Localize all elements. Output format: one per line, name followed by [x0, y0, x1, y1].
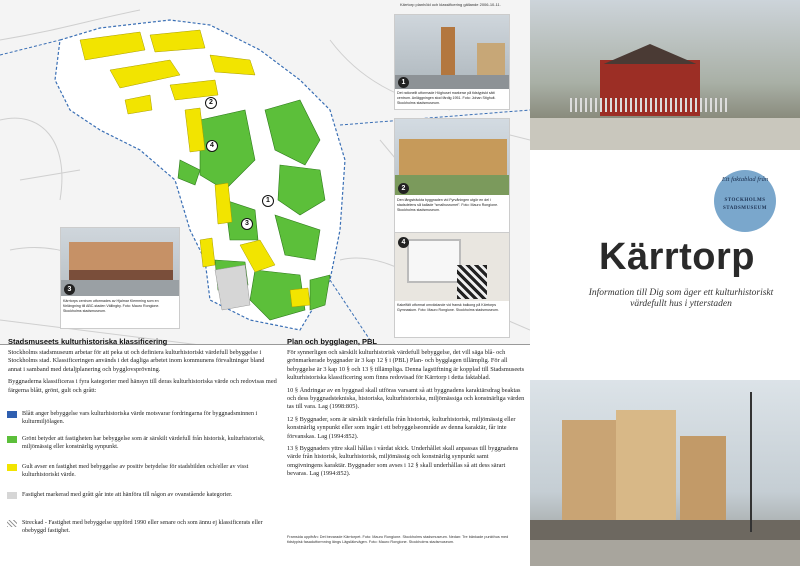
photo-caption: Den långsträckta byggnaden vid Fyrvåningen utgör en del i stadsdelens så kallade ”smalhusrumet”. Foto: Mauro Rongione. Stockholms stadsmuseum.	[397, 198, 499, 212]
classification-heading: Stadsmuseets kulturhistoriska klassificering	[8, 337, 168, 346]
paragraph: 13 § Byggnaders yttre skall hållas i vårdat skick. Underhållet skall anpassas till byggnadens värde från historisk, kulturhistorisk, miljömässig och konstnärlig synpunkt samt omgivningens karaktär. Byggnader som avses i 12 § skall underhållas så att dess särart bevaras. Lag (1994:852).	[287, 445, 519, 478]
photo-4	[395, 233, 509, 301]
legend-text: Fastighet markerad med grått går inte att hänföra till någon av ovanstående kategorier.	[22, 492, 233, 498]
photo-number: 1	[398, 77, 409, 88]
page-title: Kärrtorp	[599, 236, 756, 278]
photo-caption: Kakelfält utformat omväxlande vid fransk balkong på Kärrtorps Gymnasium. Foto: Mauro Rongione. Stockholms stadsmuseum.	[397, 303, 499, 312]
paragraph: 12 § Byggnader, som är särskilt värdefulla från historisk, kulturhistorisk, miljömässig eller konstnärlig synpunkt eller som ingår i ett bebyggelseområde av denna karaktär, får inte förvanskas. Lag (1994:852).	[287, 415, 516, 440]
map-marker: 2	[205, 97, 217, 109]
photo-1	[395, 15, 509, 89]
legend-swatch	[7, 411, 17, 418]
photo-3-frame	[60, 227, 180, 329]
photo-number: 3	[64, 284, 75, 295]
classification-body	[8, 349, 278, 399]
legend-swatch	[7, 436, 17, 443]
photo-credits: Framsida uppifrån: Det bevarade Kärrtorpet. Foto: Mauro Rongione. Stockholms stadsmuseum. Nedan: Tre bänkade punkthus med tidstypisk fasadutformning längs Lägsläkrvägen. Foto: Mauro Rongione. Stockholms stadsmuseum.	[287, 535, 509, 544]
paragraph: För synnerligen och särskilt kulturhistorisk värdefull bebyggelse, det vill säga blå- och grönmarkerade byggnader är 3 kap 12 § i (PBL) Plan- och bygglagen tillämplig. För all bebyggelse är 3 kap 10 § och 13 § tillämpliga. Denna lagstiftning är kopplad till Stadsmuseets kulturhistoriska klassificering som finns redovisad för Kärrtorp i detta faktablad.	[287, 349, 525, 382]
paragraph: Byggnaderna klassificeras i fyra kategorier med hänsyn till deras kulturhistoriska värde och redovisas med färgerna blått, grönt, gult och grått:	[8, 378, 277, 394]
cover-photo-house	[530, 0, 800, 150]
paragraph: 10 § Ändringar av en byggnad skall utföras varsamt så att byggnadens karaktärsdrag beaktas och dess byggnadstekniska, historiska, kulturhistoriska, miljömässiga och konstnärliga värden tas till vara. Lag (1998:805).	[287, 386, 525, 411]
paragraph: Stockholms stadsmuseum arbetar för att peka ut och definiera kulturhistoriskt värdefull bebyggelse i Stockholms stad. Klassificeringen används i det dagliga arbetet inom kommunens förvaltningar bland annat i samband med detaljplanering och bygglovsprövning.	[8, 349, 265, 373]
legend-item-yellow	[22, 463, 272, 479]
photo-4-frame	[394, 232, 510, 338]
photo-caption: Det rationellt utformade Höghuset markerar på tidstypiskt sätt centrum. Anläggningen stod färdig 1951. Foto: Johan Stighult. Stockholms stadsmuseum.	[397, 91, 496, 105]
photo-2-frame	[394, 118, 510, 233]
legend-text: Streckad - Fastighet med bebyggelse uppförd 1990 eller senare och som ännu ej klassificerats eller obebyggd fastighet.	[22, 520, 263, 535]
map-marker: 3	[241, 218, 253, 230]
stamp-line2: STOCKHOLMS	[724, 198, 766, 203]
photo-2	[395, 119, 509, 195]
photo-3	[61, 228, 179, 296]
pbl-heading: Plan och bygglagen, PBL	[287, 337, 378, 346]
header-note: Kärrtorp planhöld och klassificering gällande 2006-10-11.	[400, 2, 501, 7]
photo-caption: Kärrtorps centrum utformades av Hjalmar Klemming som en förlängning till ABC-staden Vällingby. Foto: Mauro Rongione. Stockholms stadsmuseum.	[63, 299, 160, 313]
legend-swatch	[7, 520, 17, 527]
stamp-line1: Ett faktablad från	[721, 176, 769, 183]
stadsmuseum-stamp	[714, 170, 776, 232]
photo-number: 2	[398, 183, 409, 194]
map-marker: 1	[262, 195, 274, 207]
legend-swatch	[7, 492, 17, 499]
legend-swatch	[7, 464, 17, 471]
cover-photo-blocks	[530, 380, 800, 566]
page-subtitle: Information till Dig som äger ett kulturhistoriskt värdefullt hus i ytterstaden	[588, 288, 774, 309]
legend-text: Gult avser en fastighet med bebyggelse av positiv betydelse för stadsbilden och/eller av visst kulturhistoriskt värde.	[22, 464, 249, 479]
legend-item-hatched	[22, 519, 272, 535]
stamp-line3: STADSMUSEUM	[722, 206, 768, 211]
legend-text: Blått anger bebyggelse vars kulturhistoriska värde motsvarar fordringarna för byggnadsminnen i kulturmiljölagen.	[22, 411, 258, 426]
pbl-body	[287, 349, 525, 483]
photo-1-frame	[394, 14, 510, 110]
legend-text: Grönt betyder att fastigheten har bebyggelse som är särskilt värdefull från historisk, kulturhistorisk, miljömässig eller konstnärlig synpunkt.	[22, 436, 265, 451]
legend-item-blue	[22, 410, 272, 426]
legend-item-green	[22, 435, 272, 451]
map-marker: 4	[206, 140, 218, 152]
legend-item-gray	[22, 491, 272, 499]
photo-number: 4	[398, 237, 409, 248]
